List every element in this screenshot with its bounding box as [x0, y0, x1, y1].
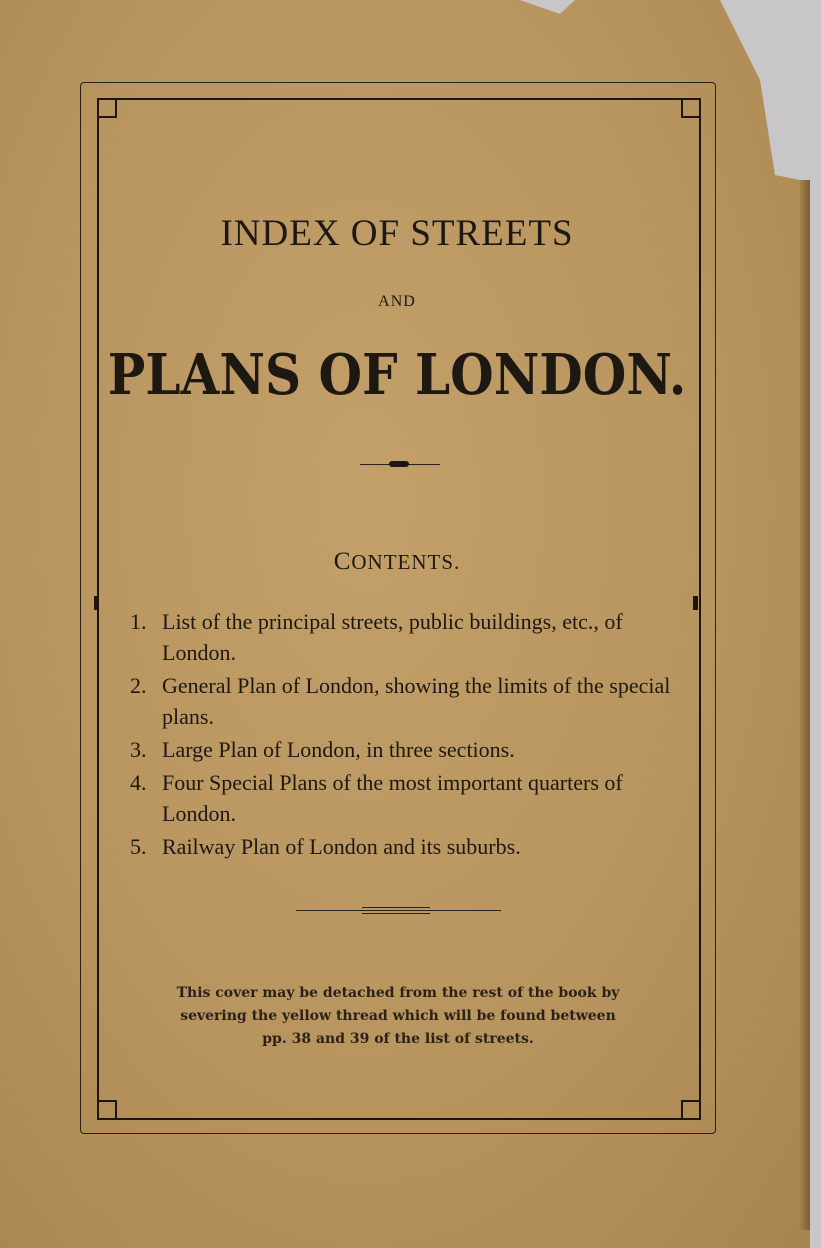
list-item	[130, 734, 675, 765]
list-item-text: Four Special Plans of the most important quarters of London.	[162, 770, 623, 826]
page-edge	[800, 180, 810, 1230]
footnote	[140, 982, 656, 1051]
list-item-number: 5.	[130, 834, 147, 859]
contents-heading-cap: C	[333, 548, 352, 575]
list-item-number: 3.	[130, 737, 147, 762]
corner-ornament-top-right	[681, 98, 701, 118]
title-line-2: PLANS OF LONDON.	[107, 341, 687, 408]
list-item-text: Large Plan of London, in three sections.	[162, 737, 515, 762]
corner-ornament-bottom-left	[97, 1100, 117, 1120]
list-item-text: General Plan of London, showing the limits of the special plans.	[162, 673, 671, 729]
footnote-line-1: This cover may be detached from the rest of the book by	[176, 985, 620, 1001]
list-item-number: 4.	[130, 770, 147, 795]
left-binding-mark	[94, 596, 99, 610]
list-item	[130, 831, 675, 862]
list-item	[130, 606, 675, 668]
list-item-number: 1.	[130, 609, 147, 634]
list-item	[130, 670, 675, 732]
ornament-center	[389, 461, 409, 467]
right-binding-mark	[693, 596, 698, 610]
list-item-text: List of the principal streets, public buildings, etc., of London.	[162, 609, 623, 665]
footnote-line-3: pp. 38 and 39 of the list of streets.	[262, 1031, 534, 1047]
corner-ornament-top-left	[97, 98, 117, 118]
title-line-1: INDEX OF STREETS	[220, 213, 574, 254]
title-and: AND	[378, 293, 416, 310]
contents-heading-rest: ONTENTS.	[351, 550, 461, 574]
list-item-text: Railway Plan of London and its suburbs.	[162, 834, 521, 859]
list-item	[130, 767, 675, 829]
contents-heading	[97, 548, 697, 576]
footnote-line-2: severing the yellow thread which will be found between	[180, 1008, 616, 1024]
footer-rule-ornament	[362, 907, 430, 914]
corner-ornament-bottom-right	[681, 1100, 701, 1120]
contents-list	[130, 606, 675, 864]
list-item-number: 2.	[130, 673, 147, 698]
